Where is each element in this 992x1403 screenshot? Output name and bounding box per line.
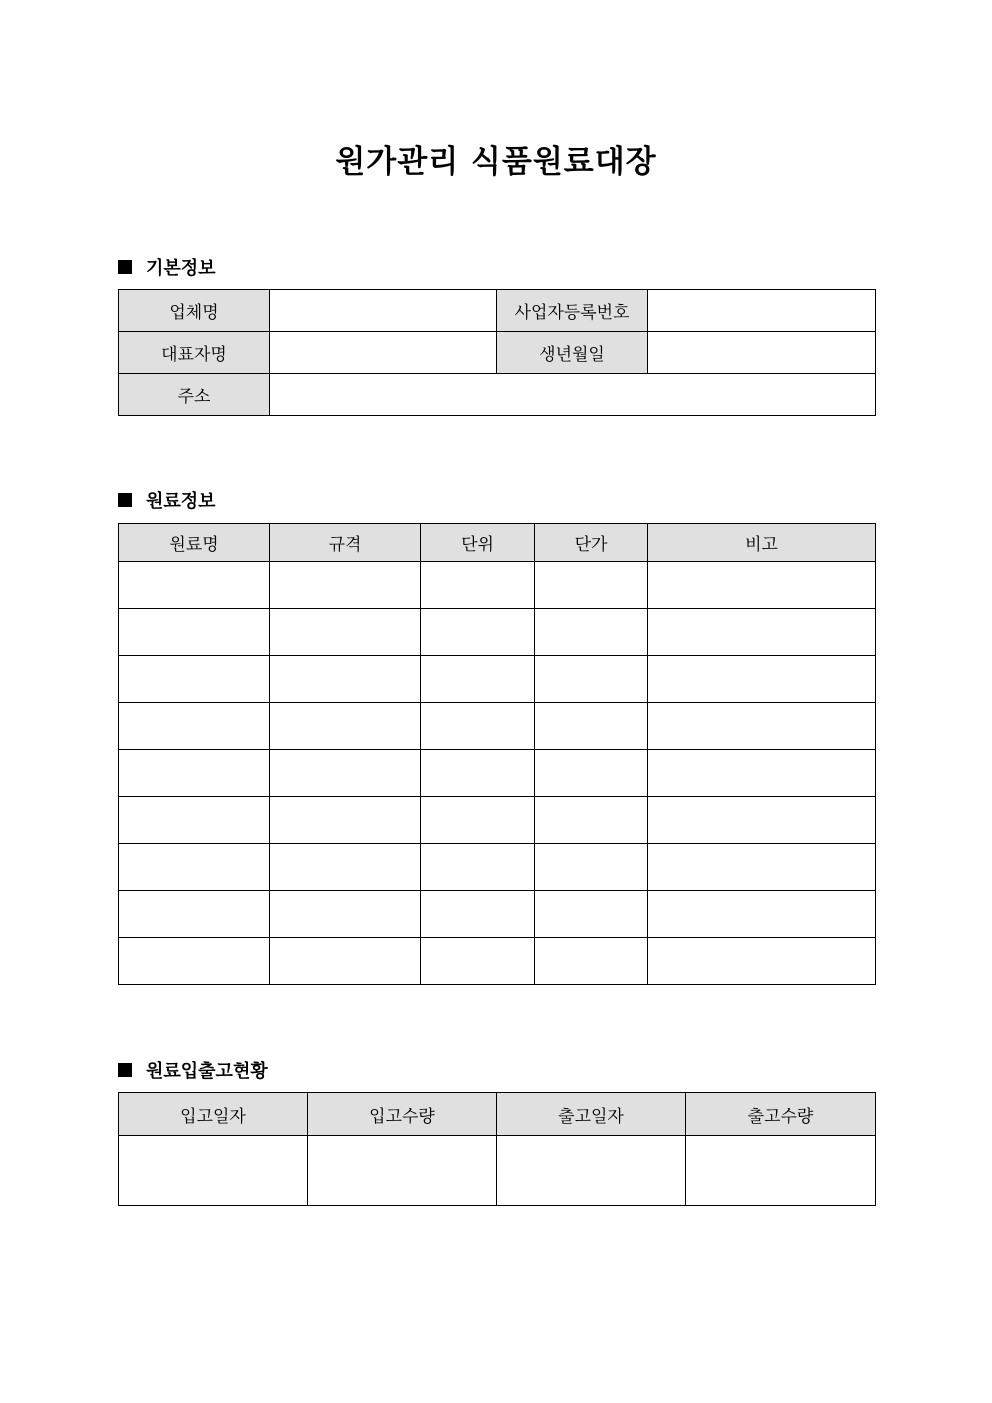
table-cell[interactable]	[535, 844, 648, 891]
table-cell[interactable]	[648, 797, 876, 844]
table-cell[interactable]	[119, 844, 270, 891]
table-cell[interactable]	[421, 844, 535, 891]
representative-name-label: 대표자명	[119, 332, 270, 374]
address-field[interactable]	[270, 374, 876, 416]
table-cell[interactable]	[421, 750, 535, 797]
business-registration-number-label: 사업자등록번호	[497, 290, 648, 332]
column-header-material-name: 원료명	[119, 524, 270, 562]
birth-date-field[interactable]	[648, 332, 876, 374]
table-cell[interactable]	[497, 1136, 686, 1206]
table-row	[119, 609, 876, 656]
column-header-remarks: 비고	[648, 524, 876, 562]
section-heading-material-info	[118, 487, 216, 513]
table-cell[interactable]	[119, 1136, 308, 1206]
table-cell[interactable]	[119, 609, 270, 656]
material-info-table	[118, 523, 876, 985]
table-row	[119, 891, 876, 938]
column-header-outbound-date: 출고일자	[497, 1093, 686, 1136]
table-cell[interactable]	[648, 891, 876, 938]
section-heading-material-io-status	[118, 1057, 268, 1083]
table-cell[interactable]	[270, 891, 421, 938]
column-header-inbound-date: 입고일자	[119, 1093, 308, 1136]
table-cell[interactable]	[535, 797, 648, 844]
table-cell[interactable]	[421, 562, 535, 609]
business-registration-number-field[interactable]	[648, 290, 876, 332]
table-row	[119, 656, 876, 703]
table-cell[interactable]	[648, 750, 876, 797]
address-label: 주소	[119, 374, 270, 416]
table-cell[interactable]	[421, 938, 535, 985]
company-name-label: 업체명	[119, 290, 270, 332]
table-cell[interactable]	[648, 656, 876, 703]
table-cell[interactable]	[270, 750, 421, 797]
representative-name-field[interactable]	[270, 332, 497, 374]
table-cell[interactable]	[119, 562, 270, 609]
table-cell[interactable]	[421, 703, 535, 750]
table-cell[interactable]	[119, 703, 270, 750]
company-name-field[interactable]	[270, 290, 497, 332]
table-cell[interactable]	[421, 656, 535, 703]
table-cell[interactable]	[421, 891, 535, 938]
table-cell[interactable]	[535, 562, 648, 609]
table-row	[119, 374, 876, 416]
table-cell[interactable]	[270, 703, 421, 750]
table-cell[interactable]	[119, 891, 270, 938]
table-cell[interactable]	[119, 750, 270, 797]
table-row	[119, 562, 876, 609]
table-row	[119, 703, 876, 750]
table-cell[interactable]	[535, 891, 648, 938]
column-header-inbound-quantity: 입고수량	[308, 1093, 497, 1136]
table-cell[interactable]	[270, 562, 421, 609]
table-cell[interactable]	[535, 609, 648, 656]
page-title: 원가관리 식품원료대장	[335, 144, 657, 180]
table-row	[119, 332, 876, 374]
section-heading-basic-info	[118, 254, 216, 280]
column-header-unit: 단위	[421, 524, 535, 562]
table-cell[interactable]	[648, 562, 876, 609]
table-cell[interactable]	[119, 938, 270, 985]
table-cell[interactable]	[270, 938, 421, 985]
table-cell[interactable]	[270, 844, 421, 891]
table-row	[119, 750, 876, 797]
basic-info-table	[118, 289, 876, 416]
square-bullet-icon	[118, 493, 132, 507]
table-cell[interactable]	[535, 656, 648, 703]
table-cell[interactable]	[535, 938, 648, 985]
column-header-outbound-quantity: 출고수량	[686, 1093, 876, 1136]
column-header-spec: 규격	[270, 524, 421, 562]
table-cell[interactable]	[686, 1136, 876, 1206]
square-bullet-icon	[118, 260, 132, 274]
table-cell[interactable]	[119, 797, 270, 844]
square-bullet-icon	[118, 1063, 132, 1077]
table-cell[interactable]	[421, 797, 535, 844]
table-cell[interactable]	[270, 656, 421, 703]
table-row	[119, 844, 876, 891]
table-row	[119, 1136, 876, 1206]
table-row	[119, 938, 876, 985]
section-heading-label: 원료입출고현황	[146, 1061, 268, 1082]
table-cell[interactable]	[648, 844, 876, 891]
table-cell[interactable]	[421, 609, 535, 656]
table-cell[interactable]	[648, 703, 876, 750]
table-cell[interactable]	[648, 938, 876, 985]
table-cell[interactable]	[308, 1136, 497, 1206]
section-heading-label: 기본정보	[146, 258, 216, 279]
table-header-row	[119, 1093, 876, 1136]
table-cell[interactable]	[270, 609, 421, 656]
table-row	[119, 797, 876, 844]
table-cell[interactable]	[535, 750, 648, 797]
table-cell[interactable]	[119, 656, 270, 703]
section-heading-label: 원료정보	[146, 491, 216, 512]
material-io-table	[118, 1092, 876, 1206]
table-row	[119, 290, 876, 332]
table-cell[interactable]	[535, 703, 648, 750]
table-cell[interactable]	[270, 797, 421, 844]
birth-date-label: 생년월일	[497, 332, 648, 374]
column-header-unit-price: 단가	[535, 524, 648, 562]
table-header-row	[119, 524, 876, 562]
table-cell[interactable]	[648, 609, 876, 656]
